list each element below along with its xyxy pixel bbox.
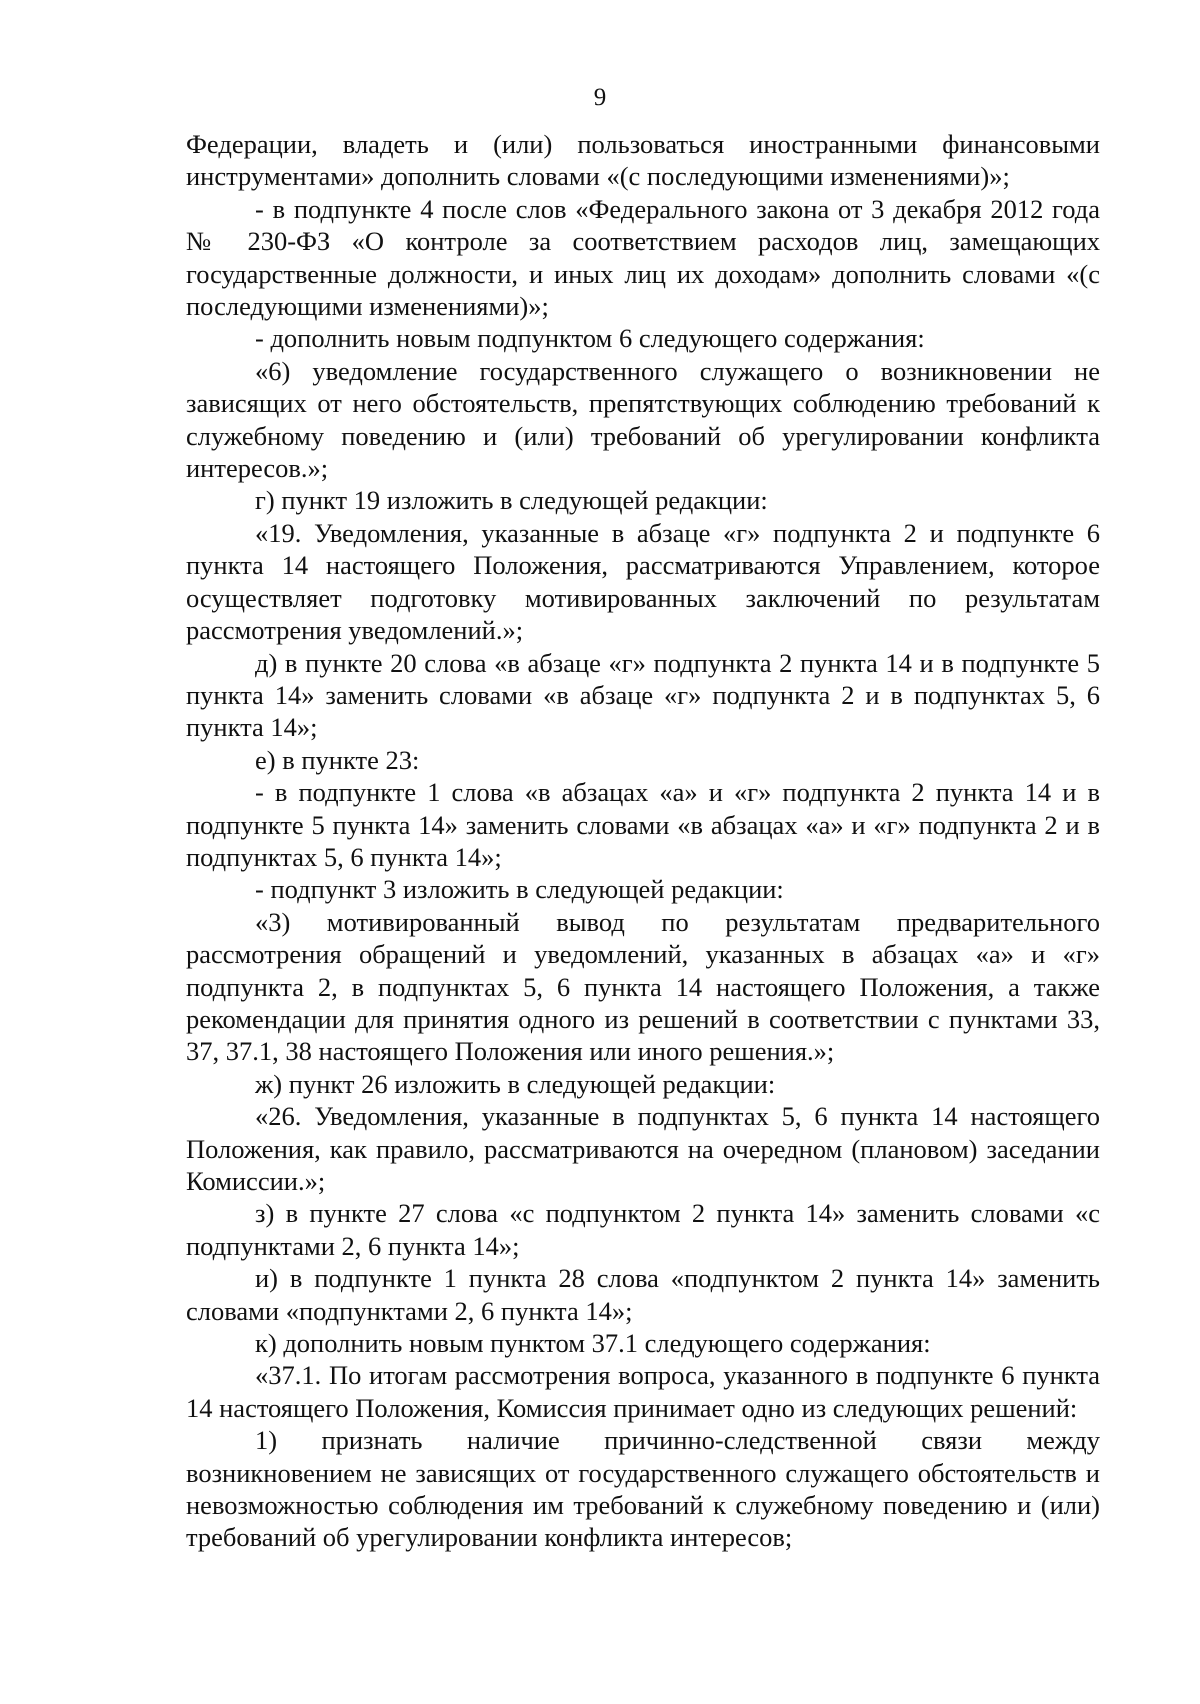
paragraph: и) в подпункте 1 пункта 28 слова «подпунктом 2 пункта 14» заменить словами «подпунктами 2, 6 пункта 14»; <box>186 1263 1100 1326</box>
paragraph: к) дополнить новым пунктом 37.1 следующего содержания: <box>255 1328 931 1359</box>
paragraph: е) в пункте 23: <box>255 744 420 775</box>
paragraph: «3) мотивированный вывод по результатам предварительного рассмотрения обращений и уведомлений, указанных в абзацах «а» и «г» подпункта 2, в подпунктах 5, 6 пункта 14 настоящего Положения, а также рекомендации для принятия одного из решений в соответствии с пунктами 33, 37, 37.1, 38 настоящего Положения или иного решения.»; <box>186 906 1100 1067</box>
paragraph: «6) уведомление государственного служащего о возникновении не зависящих от него обстоятельств, препятствующих соблюдению требований к служебному поведению и (или) требований об урегулировании конфликта интересов.»; <box>186 355 1100 484</box>
page-number: 9 <box>593 84 607 111</box>
paragraph-continuation: Федерации, владеть и (или) пользоваться иностранными финансовыми инструментами» дополнить словами «(с последующими изменениями)»; <box>186 129 1100 192</box>
paragraph: - в подпункте 1 слова «в абзацах «а» и «г» подпункта 2 пункта 14 и в подпункте 5 пункта 14» заменить словами «в абзацах «а» и «г» подпункта 2 и в подпунктах 5, 6 пункта 14»; <box>186 777 1100 872</box>
paragraph: - в подпункте 4 после слов «Федерального закона от 3 декабря 2012 года № 230-ФЗ «О контроле за соответствием расходов лиц, замещающих государственные должности, и иных лиц их доходам» дополнить словами «(с последующими изменениями)»; <box>186 193 1100 322</box>
paragraph: «26. Уведомления, указанные в подпунктах 5, 6 пункта 14 настоящего Положения, как правило, рассматриваются на очередном (плановом) заседании Комиссии.»; <box>186 1101 1100 1196</box>
paragraph: - дополнить новым подпунктом 6 следующего содержания: <box>255 323 925 354</box>
paragraph: 1) признать наличие причинно-следственной связи между возникновением не зависящих от государственного служащего обстоятельств и невозможностью соблюдения им требований к служебному поведению и (или) требований об урегулировании конфликта интересов; <box>186 1425 1100 1553</box>
paragraph: «19. Уведомления, указанные в абзаце «г» подпункта 2 и подпункте 6 пункта 14 настоящего Положения, рассматриваются Управлением, которое осуществляет подготовку мотивированных заключений по результатам рассмотрения уведомлений.»; <box>186 517 1100 646</box>
paragraph: «37.1. По итогам рассмотрения вопроса, указанного в подпункте 6 пункта 14 настоящего Положения, Комиссия принимает одно из следующих решений: <box>186 1360 1100 1423</box>
paragraph: з) в пункте 27 слова «с подпунктом 2 пункта 14» заменить словами «с подпунктами 2, 6 пункта 14»; <box>186 1198 1100 1261</box>
paragraph: д) в пункте 20 слова «в абзаце «г» подпункта 2 пункта 14 и в подпункте 5 пункта 14» заменить словами «в абзаце «г» подпункта 2 и в подпунктах 5, 6 пункта 14»; <box>186 647 1100 743</box>
paragraph: - подпункт 3 изложить в следующей редакции: <box>255 874 784 905</box>
paragraph: ж) пункт 26 изложить в следующей редакции: <box>255 1068 776 1099</box>
document-body <box>186 128 1100 1554</box>
paragraph: г) пункт 19 изложить в следующей редакции: <box>255 485 768 516</box>
